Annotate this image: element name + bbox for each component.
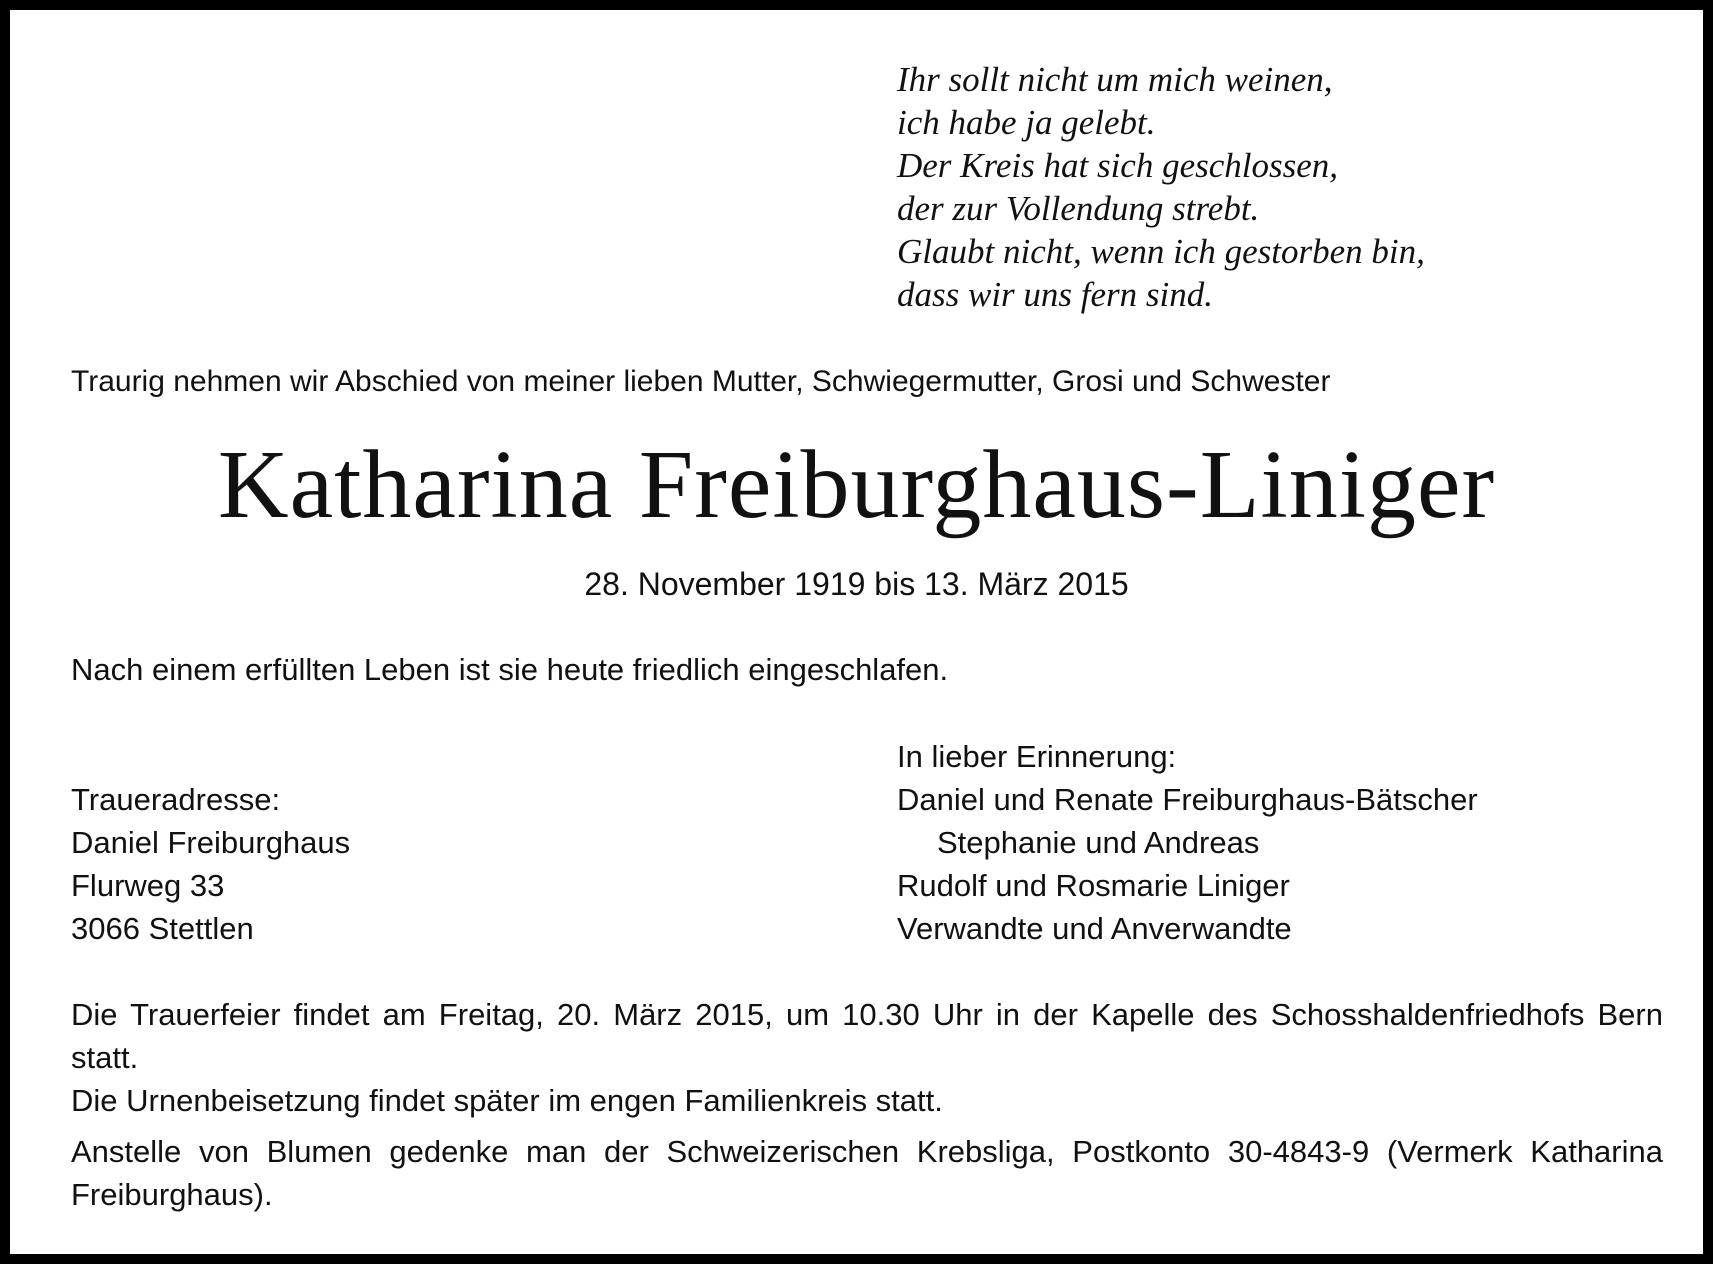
address-name: Daniel Freiburghaus [71,825,351,860]
poem-line: Der Kreis hat sich geschlossen, [897,146,1339,185]
poem-line: ich habe ja gelebt. [897,103,1156,142]
passing-statement: Nach einem erfüllten Leben ist sie heute friedlich eingeschlafen. [71,652,949,687]
intro-text: Traurig nehmen wir Abschied von meiner lieben Mutter, Schwiegermutter, Grosi und Schwester [71,365,1331,398]
life-dates: 28. November 1919 bis 13. März 2015 [584,566,1129,602]
poem-line: Ihr sollt nicht um mich weinen, [897,60,1333,99]
deceased-name: Katharina Freiburghaus-Liniger [217,431,1496,539]
ceremony-details [71,993,1663,1216]
mourning-address [71,778,350,950]
address-street: Flurweg 33 [71,868,225,903]
poem [897,58,1425,316]
poem-line: Glaubt nicht, wenn ich gestorben bin, [897,232,1425,271]
urn-info: Die Urnenbeisetzung findet später im engen Familienkreis statt. [71,1083,943,1118]
in-memory-list [897,735,1478,950]
family-member: Verwandte und Anverwandte [897,911,1292,946]
service-info: Die Trauerfeier findet am Freitag, 20. März 2015, um 10.30 Uhr in der Kapelle des Schosshaldenfriedhofs Bern statt. [71,997,1663,1075]
family-member: Rudolf und Rosmarie Liniger [897,868,1290,903]
memory-label: In lieber Erinnerung: [897,739,1177,774]
family-member: Stephanie und Andreas [937,825,1260,860]
address-label: Traueradresse: [71,782,281,817]
address-city: 3066 Stettlen [71,911,254,946]
donation-info: Anstelle von Blumen gedenke man der Schweizerischen Krebsliga, Postkonto 30-4843-9 (Vermerk Katharina Freiburghaus). [71,1134,1663,1212]
poem-line: dass wir uns fern sind. [897,275,1214,314]
poem-line: der zur Vollendung strebt. [897,189,1260,228]
family-member: Daniel und Renate Freiburghaus-Bätscher [897,782,1478,817]
